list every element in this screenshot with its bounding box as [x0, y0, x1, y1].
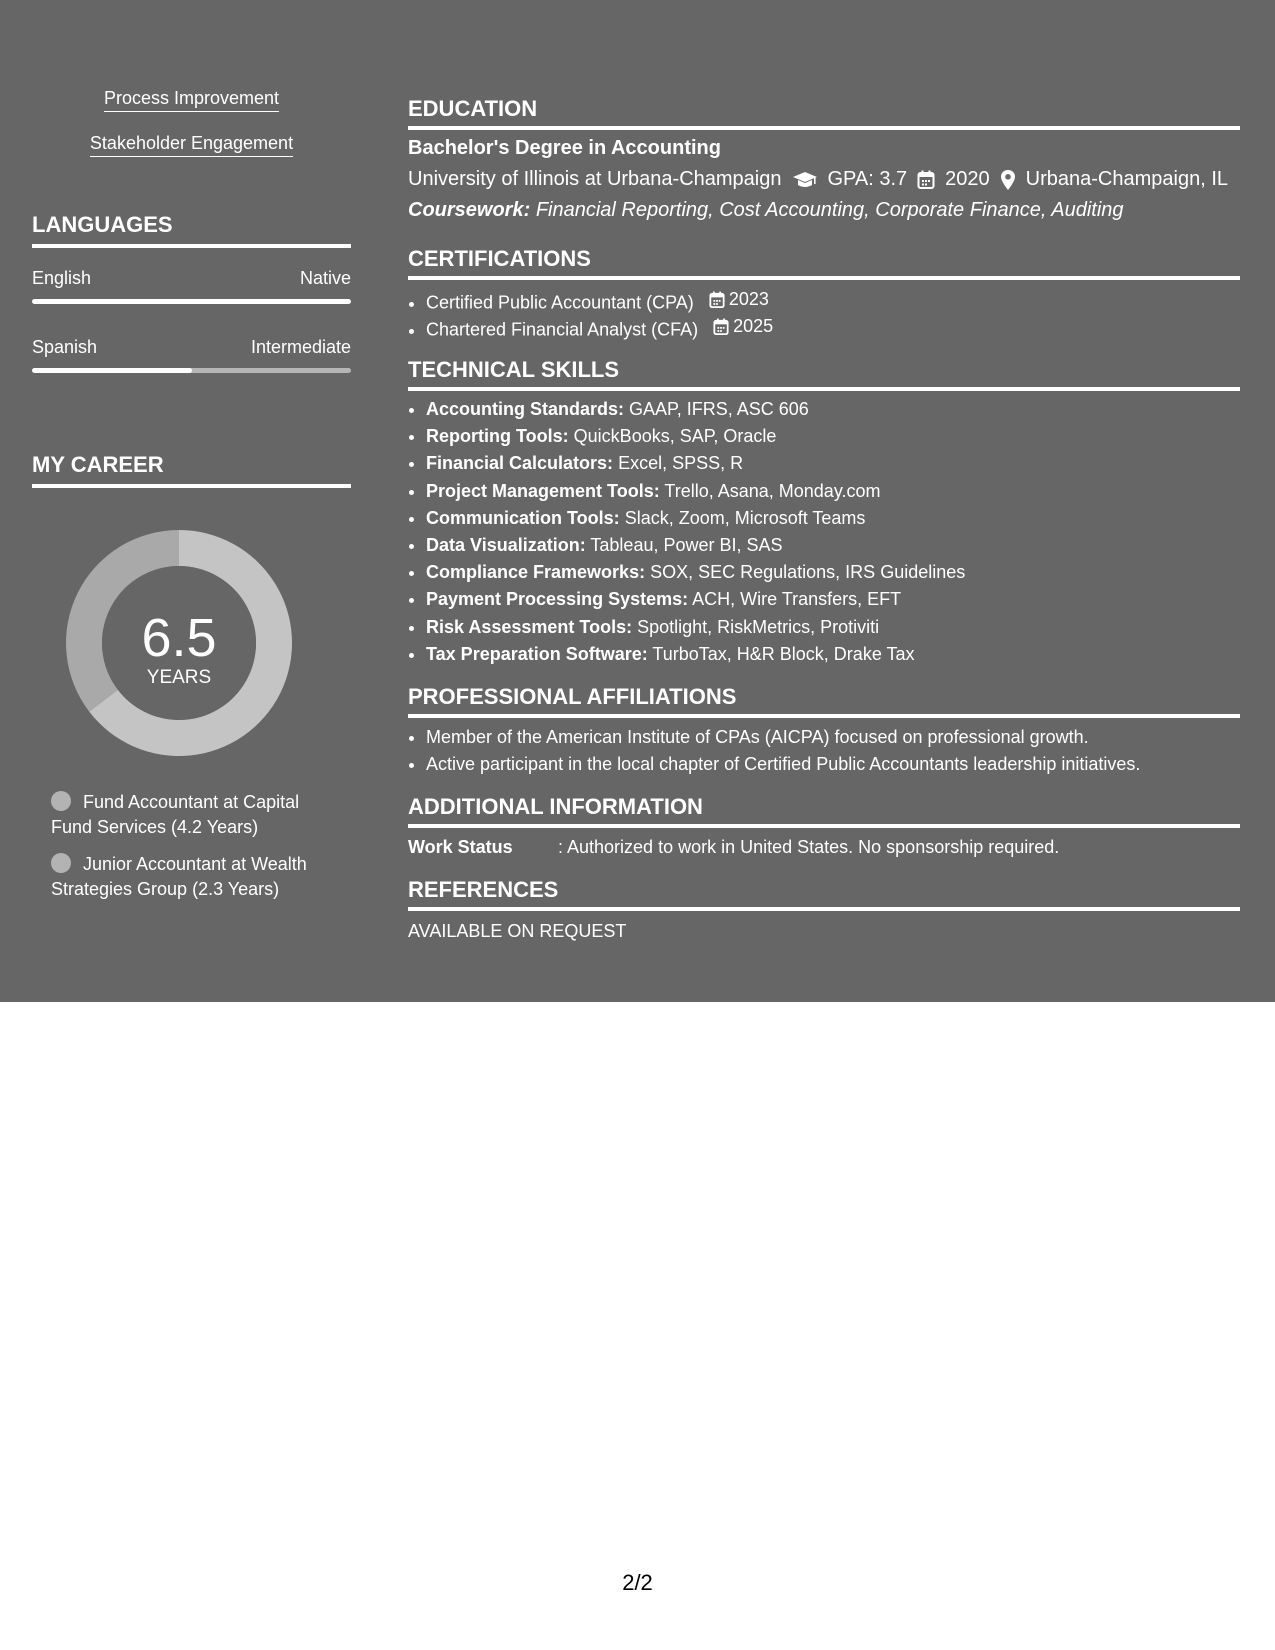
references-text: AVAILABLE ON REQUEST	[408, 921, 627, 941]
list-item	[426, 641, 1240, 668]
certification-date	[713, 313, 773, 340]
skill-values: QuickBooks, SAP, Oracle	[573, 426, 777, 447]
technical-skills-heading: TECHNICAL SKILLS	[408, 357, 1240, 391]
career-donut-chart	[66, 530, 292, 756]
work-status-label: Work Status	[408, 837, 513, 857]
skill-values: Excel, SPSS, R	[618, 453, 744, 474]
skill-tag	[32, 133, 351, 157]
coursework-label: Coursework:	[408, 199, 531, 221]
list-item	[426, 559, 1240, 586]
language-proficiency-fill	[32, 368, 192, 373]
skill-values: SOX, SEC Regulations, IRS Guidelines	[650, 562, 966, 583]
skill-category: Compliance Frameworks:	[426, 562, 646, 583]
career-total-value: 6.5	[141, 608, 217, 668]
skill-category: Accounting Standards:	[426, 399, 625, 419]
legend-dot-icon	[51, 791, 71, 811]
list-item	[426, 614, 1240, 641]
list-item: • Active participant in the local chapter of Certified Public Accountants leadership initiatives.	[426, 751, 1240, 778]
calendar-icon	[713, 318, 729, 336]
calendar-icon	[709, 291, 725, 309]
list-item	[426, 286, 1240, 313]
legend-dot-icon	[51, 853, 71, 873]
skill-values: GAAP, IFRS, ASC 606	[629, 399, 809, 419]
additional-info-heading: ADDITIONAL INFORMATION	[408, 794, 1240, 828]
language-proficiency-bar	[32, 368, 351, 373]
list-item	[426, 532, 1240, 559]
references-heading: REFERENCES	[408, 877, 1240, 911]
skill-category: Project Management Tools:	[426, 480, 660, 501]
list-item	[426, 423, 1240, 450]
career-legend-label: Junior Accountant at Wealth Strategies Group (2.3 Years)	[51, 854, 307, 899]
skill-category: Financial Calculators:	[426, 453, 614, 474]
degree-title: Bachelor's Degree in Accounting	[408, 137, 721, 159]
skill-tag-label: Process Improvement	[104, 88, 279, 112]
language-name: English	[32, 268, 92, 288]
school-location: Urbana-Champaign, IL	[1025, 168, 1229, 190]
skill-category: Communication Tools:	[426, 507, 620, 528]
work-status-value: : Authorized to work in United States. No sponsorship required.	[558, 837, 1060, 857]
certification-year: 2025	[733, 316, 774, 336]
education-heading: EDUCATION	[408, 96, 1240, 130]
skill-values: Trello, Asana, Monday.com	[664, 480, 881, 501]
language-row	[32, 268, 351, 289]
graduation-cap-icon	[792, 170, 818, 190]
skill-category: Tax Preparation Software:	[426, 643, 648, 664]
language-proficiency-bar	[32, 299, 351, 304]
certifications-list	[408, 286, 1240, 340]
career-heading: MY CAREER	[32, 452, 351, 488]
coursework-list: Financial Reporting, Cost Accounting, Corporate Finance, Auditing	[535, 199, 1124, 221]
list-item	[426, 586, 1240, 613]
skill-values: Tableau, Power BI, SAS	[590, 534, 783, 555]
certifications-heading: CERTIFICATIONS	[408, 246, 1240, 280]
language-level: Intermediate	[250, 337, 351, 357]
certification-name: Chartered Financial Analyst (CFA)	[426, 319, 699, 340]
certification-name: Certified Public Accountant (CPA)	[426, 292, 694, 313]
school-name: University of Illinois at Urbana-Champaign	[408, 168, 782, 190]
skill-values: Slack, Zoom, Microsoft Teams	[624, 507, 866, 528]
certification-year: 2023	[728, 289, 769, 309]
coursework	[408, 199, 1240, 222]
skill-tag	[32, 88, 351, 112]
sidebar	[32, 0, 351, 1002]
main-content	[408, 0, 1240, 1002]
skill-values: Spotlight, RiskMetrics, Protiviti	[637, 616, 880, 637]
skill-category: Payment Processing Systems:	[426, 589, 689, 610]
calendar-icon	[917, 170, 935, 190]
language-name: Spanish	[32, 337, 98, 357]
list-item	[426, 505, 1240, 532]
skill-tag-label: Stakeholder Engagement	[90, 133, 293, 157]
list-item	[426, 450, 1240, 477]
education-meta	[408, 168, 1240, 191]
affiliations-heading: PROFESSIONAL AFFILIATIONS	[408, 684, 1240, 718]
list-item	[426, 396, 1240, 423]
skill-category: Reporting Tools:	[426, 426, 569, 447]
gpa: GPA: 3.7	[827, 168, 908, 190]
language-proficiency-fill	[32, 299, 351, 304]
list-item: • Member of the American Institute of CPAs (AICPA) focused on professional growth.	[426, 724, 1240, 751]
career-legend-label: Fund Accountant at Capital Fund Services (4.2 Years)	[51, 792, 300, 837]
skill-category: Data Visualization:	[426, 534, 586, 555]
work-status-row	[408, 837, 1240, 858]
languages-heading: LANGUAGES	[32, 212, 351, 248]
skill-category: Risk Assessment Tools:	[426, 616, 633, 637]
graduation-year: 2020	[945, 168, 990, 190]
career-legend-item	[51, 852, 341, 902]
language-level: Native	[299, 268, 351, 288]
technical-skills-list	[408, 396, 1240, 668]
affiliations-list	[408, 724, 1240, 778]
language-row	[32, 337, 351, 358]
page-number: 2/2	[622, 1570, 653, 1595]
skill-values: TurboTax, H&R Block, Drake Tax	[652, 643, 915, 664]
career-total-unit: YEARS	[146, 667, 212, 688]
list-item	[426, 313, 1240, 340]
location-pin-icon	[1000, 169, 1016, 191]
skill-values: ACH, Wire Transfers, EFT	[692, 589, 902, 610]
certification-date	[709, 286, 769, 313]
list-item	[426, 478, 1240, 505]
career-legend-item	[51, 790, 341, 840]
